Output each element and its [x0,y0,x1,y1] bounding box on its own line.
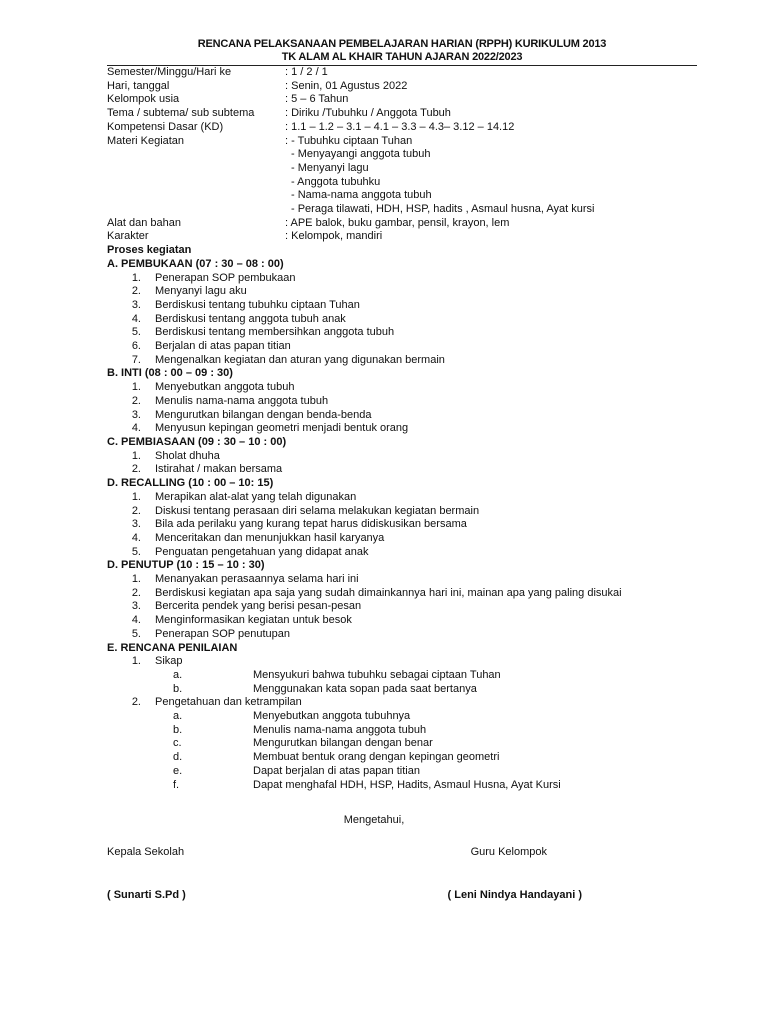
guru-kelompok-name: ( Leni Nindya Handayani ) [447,888,582,901]
list-item [107,422,697,436]
list-item-text: Mengenalkan kegiatan dan aturan yang digunakan bermain [155,353,445,366]
list-item-text: Berjalan di atas papan titian [155,340,291,353]
guru-kelompok-label: Guru Kelompok [470,845,547,858]
list-item [107,326,697,340]
list-item-number: 2. [131,696,141,709]
materi-item: - Menyayangi anggota tubuh [291,148,431,161]
list-item [107,532,697,546]
sub-item-letter: b. [173,682,183,695]
list-item-number: 2. [131,394,141,407]
penilaian-sub-item [107,737,697,751]
list-item-text: Menulis nama-nama anggota tubuh [155,394,329,407]
proses-heading: Proses kegiatan [107,244,192,257]
info-block [107,66,697,244]
list-item [107,587,697,601]
info-row-karakter [107,230,697,244]
list-item-number: 7. [131,353,141,366]
section-title: B. INTI (08 : 00 – 09 : 30) [107,367,233,380]
info-value: : - Tubuhku ciptaan Tuhan [285,134,413,147]
sub-item-letter: e. [173,764,183,777]
list-item [107,272,697,286]
info-label: Materi Kegiatan [107,134,185,147]
list-item-number: 3. [131,518,141,531]
info-row-alat [107,217,697,231]
list-item [107,340,697,354]
mengetahui-label: Mengetahui, [343,814,405,827]
list-item-number: 6. [131,340,141,353]
kepala-sekolah-label: Kepala Sekolah [107,845,185,858]
info-label: Semester/Minggu/Hari ke [107,66,232,78]
list-item-text: Menyanyi lagu aku [155,285,247,298]
penilaian-sub-item [107,710,697,724]
info-value: : 5 – 6 Tahun [285,93,349,106]
list-item-text: Menceritakan dan menunjukkan hasil karyanya [155,531,385,544]
list-item-number: 1. [131,490,141,503]
list-item-number: 1. [131,573,141,586]
info-row-materi [107,135,697,149]
info-row-semester [107,66,697,80]
list-item [107,600,697,614]
penilaian-sub-item [107,669,697,683]
list-item-text: Berdiskusi tentang membersihkan anggota tubuh [155,326,395,339]
penilaian-groups [107,655,697,792]
info-value: : APE balok, buku gambar, pensil, krayon, lem [285,216,510,229]
sub-item-letter: c. [173,737,182,750]
signature-roles [107,846,697,860]
list-item [107,313,697,327]
list-item [107,409,697,423]
list-item-text: Diskusi tentang perasaan diri selama melakukan kegiatan bermain [155,504,480,517]
list-item [107,450,697,464]
info-label: Karakter [107,230,149,243]
info-label: Kelompok usia [107,93,180,106]
materi-item: - Peraga tilawati, HDH, HSP, hadits , Asmaul husna, Ayat kursi [291,203,595,216]
sub-item-text: Dapat berjalan di atas papan titian [253,764,420,777]
list-item-text: Istirahat / makan bersama [155,463,283,476]
section-title: C. PEMBIASAAN (09 : 30 – 10 : 00) [107,435,287,448]
list-item-number: 2. [131,504,141,517]
list-item [107,299,697,313]
materi-item: - Menyanyi lagu [291,161,369,174]
sub-item-letter: a. [173,668,183,681]
list-item-number: 4. [131,422,141,435]
list-item-number: 2. [131,586,141,599]
sub-item-text: Mengurutkan bilangan dengan benar [253,737,433,750]
list-item [107,463,697,477]
info-row-tema [107,107,697,121]
list-item-number: 3. [131,600,141,613]
list-item [107,491,697,505]
info-label: Tema / subtema/ sub subtema [107,107,255,120]
list-item-number: 4. [131,312,141,325]
list-item-text: Menginformasikan kegiatan untuk besok [155,614,352,627]
rpph-document [107,38,697,902]
list-item-number: 1. [131,449,141,462]
list-item [107,546,697,560]
list-item-text: Sholat dhuha [155,449,220,462]
penilaian-sub-item [107,683,697,697]
section-title: D. RECALLING (10 : 00 – 10: 15) [107,477,274,490]
kepala-sekolah-name: ( Sunarti S.Pd ) [107,888,186,901]
info-label: Hari, tanggal [107,79,170,92]
info-row-kelompok [107,93,697,107]
list-item-text: Merapikan alat-alat yang telah digunakan [155,490,357,503]
list-item-number: 3. [131,298,141,311]
info-value: : 1.1 – 1.2 – 3.1 – 4.1 – 3.3 – 4.3– 3.12 – 14.12 [285,120,515,133]
info-label: Kompetensi Dasar (KD) [107,120,224,133]
sub-item-text: Membuat bentuk orang dengan kepingan geometri [253,751,500,764]
list-item-text: Sikap [155,655,183,668]
sub-item-letter: b. [173,723,183,736]
list-item-number: 3. [131,408,141,421]
penilaian-sub-item [107,779,697,793]
list-item [107,573,697,587]
list-item [107,395,697,409]
list-item-text: Menanyakan perasaannya selama hari ini [155,573,359,586]
materi-item: - Nama-nama anggota tubuh [291,189,432,202]
penilaian-sub-item [107,751,697,765]
list-item-text: Penerapan SOP penutupan [155,627,290,640]
list-item-number: 1. [131,271,141,284]
sub-item-text: Dapat menghafal HDH, HSP, Hadits, Asmaul Husna, Ayat Kursi [253,778,561,791]
list-item-text: Berdiskusi tentang tubuhku ciptaan Tuhan [155,298,360,311]
info-row-kompetensi [107,121,697,135]
list-item-text: Bercerita pendek yang berisi pesan-pesan [155,600,362,613]
list-item [107,285,697,299]
list-item [107,354,697,368]
penilaian-group [107,655,697,669]
section-title: D. PENUTUP (10 : 15 – 10 : 30) [107,559,265,572]
list-item-number: 2. [131,463,141,476]
materi-item: - Anggota tubuhku [291,175,381,188]
signature-names [107,889,697,903]
sub-item-text: Menulis nama-nama anggota tubuh [253,723,427,736]
sections-container [107,258,697,642]
document-title-line2: TK ALAM AL KHAIR TAHUN AJARAN 2022/2023 [281,51,523,63]
list-item-text: Bila ada perilaku yang kurang tepat harus didiskusikan bersama [155,518,467,531]
list-item [107,628,697,642]
list-item [107,505,697,519]
list-item-number: 5. [131,545,141,558]
penilaian-sub-item [107,765,697,779]
penilaian-section [107,642,697,793]
info-label: Alat dan bahan [107,216,182,229]
info-value: : Kelompok, mandiri [285,230,383,243]
sub-item-text: Mensyukuri bahwa tubuhku sebagai ciptaan Tuhan [253,668,501,681]
list-item-text: Pengetahuan dan ketrampilan [155,696,302,709]
sub-item-text: Menggunakan kata sopan pada saat bertanya [253,682,477,695]
section-title: A. PEMBUKAAN (07 : 30 – 08 : 00) [107,257,284,270]
sub-item-text: Menyebutkan anggota tubuhnya [253,710,411,723]
sub-item-letter: f. [173,778,180,791]
list-item-number: 4. [131,614,141,627]
list-item-text: Mengurutkan bilangan dengan benda-benda [155,408,372,421]
list-item-text: Berdiskusi tentang anggota tubuh anak [155,312,346,325]
info-row-hari [107,80,697,94]
list-item-text: Penerapan SOP pembukaan [155,271,296,284]
list-item-number: 1. [131,381,141,394]
sub-item-letter: d. [173,751,183,764]
list-item [107,381,697,395]
section-title: E. RENCANA PENILAIAN [107,641,238,654]
list-item [107,518,697,532]
list-item-number: 2. [131,285,141,298]
info-value: : Diriku /Tubuhku / Anggota Tubuh [285,107,451,120]
list-item-number: 5. [131,326,141,339]
info-value: : 1 / 2 / 1 [285,66,328,78]
list-item [107,614,697,628]
list-item-number: 1. [131,655,141,668]
info-value: : Senin, 01 Agustus 2022 [285,79,408,92]
list-item-number: 5. [131,627,141,640]
list-item-number: 4. [131,531,141,544]
list-item-text: Penguatan pengetahuan yang didapat anak [155,545,369,558]
sub-item-letter: a. [173,710,183,723]
list-item-text: Menyebutkan anggota tubuh [155,381,295,394]
list-item-text: Menyusun kepingan geometri menjadi bentuk orang [155,422,409,435]
document-title-line1: RENCANA PELAKSANAAN PEMBELAJARAN HARIAN (RPPH) KURIKULUM 2013 [197,38,607,50]
penilaian-sub-item [107,724,697,738]
list-item-text: Berdiskusi kegiatan apa saja yang sudah dimainkannya hari ini, mainan apa yang paling disukai [155,586,622,599]
penilaian-group [107,696,697,710]
